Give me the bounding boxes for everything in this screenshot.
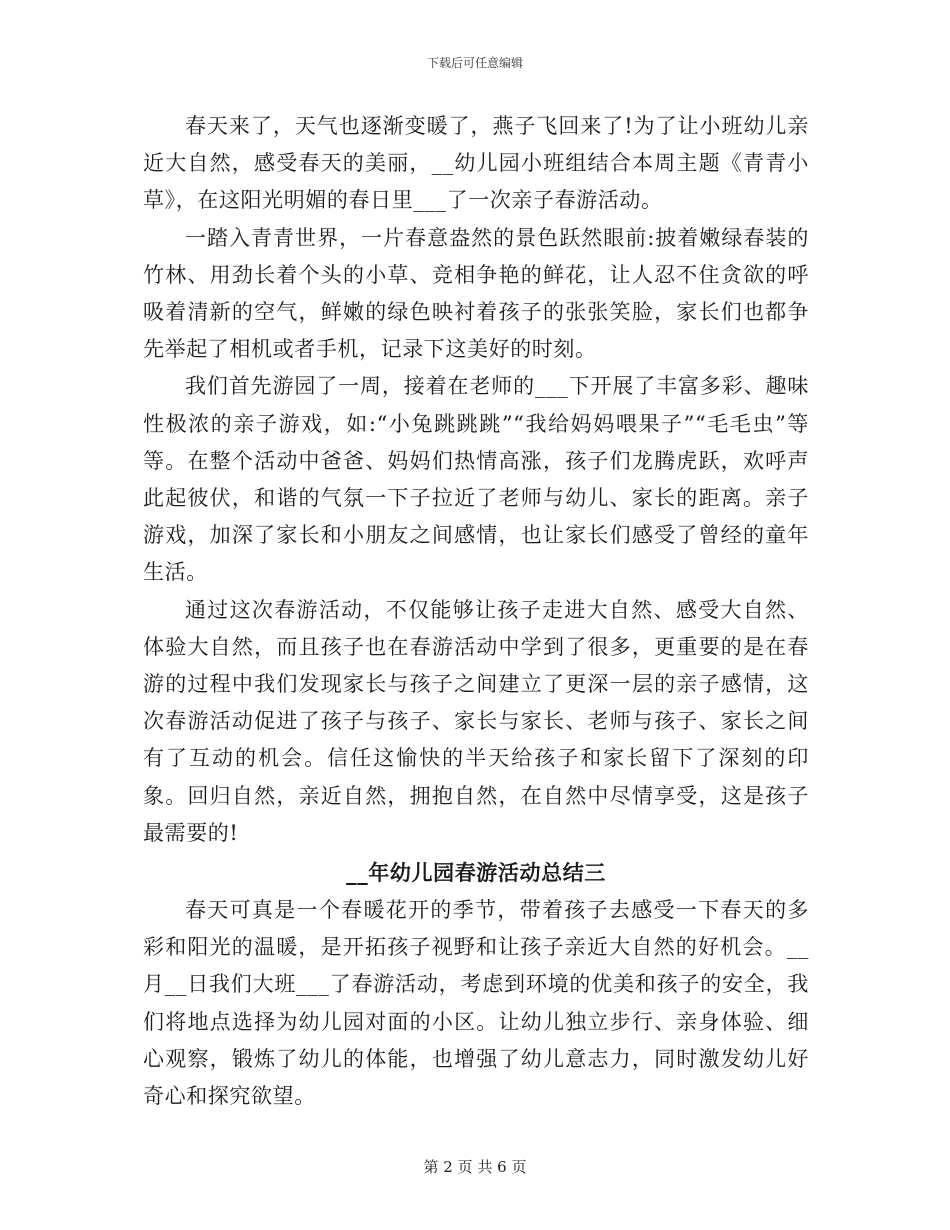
paragraph-1: 春天来了，天气也逐渐变暖了，燕子飞回来了!为了让小班幼儿亲近大自然，感受春天的美丽，__幼儿园小班组结合本周主题《青青小草》，在这阳光明媚的春日里___了一次亲子春游活动。 [143, 114, 809, 213]
document-body [143, 108, 809, 1115]
section-paragraph: 春天可真是一个春暖花开的季节，带着孩子去感受一下春天的多彩和阳光的温暖，是开拓孩子视野和让孩子亲近大自然的好机会。__月__日我们大班___了春游活动，考虑到环境的优美和孩子的安全，我们将地点选择为幼儿园对面的小区。让幼儿独立步行、亲身体验、细心观察，锻炼了幼儿的体能，也增强了幼儿意志力，同时激发幼儿好奇心和探究欲望。 [143, 898, 809, 1109]
paragraph-3: 我们首先游园了一周，接着在老师的___下开展了丰富多彩、趣味性极浓的亲子游戏，如:“小兔跳跳跳”“我给妈妈喂果子”“毛毛虫”等等。在整个活动中爸爸、妈妈们热情高涨，孩子们龙腾虎跃，欢呼声此起彼伏，和谐的气氛一下子拉近了老师与幼儿、家长的距离。亲子游戏，加深了家长和小朋友之间感情，也让家长们感受了曾经的童年生活。 [143, 374, 809, 585]
page-number-footer: 第 2 页 共 6 页 [423, 1158, 527, 1176]
paragraph-2: 一踏入青青世界，一片春意盎然的景色跃然眼前:披着嫩绿春装的竹林、用劲长着个头的小草、竞相争艳的鲜花，让人忍不住贪欲的呼吸着清新的空气，鲜嫩的绿色映衬着孩子的张张笑脸，家长们也都争先举起了相机或者手机，记录下这美好的时刻。 [143, 225, 809, 362]
header-note: 下载后可任意编辑 [426, 56, 523, 70]
section-title: __年幼儿园春游活动总结三 [346, 860, 606, 886]
paragraph-4: 通过这次春游活动，不仅能够让孩子走进大自然、感受大自然、体验大自然，而且孩子也在春游活动中学到了很多，更重要的是在春游的过程中我们发现家长与孩子之间建立了更深一层的亲子感情，这次春游活动促进了孩子与孩子、家长与家长、老师与孩子、家长之间有了互动的机会。信任这愉快的半天给孩子和家长留下了深刻的印象。回归自然，亲近自然，拥抱自然，在自然中尽情享受，这是孩子最需要的! [143, 597, 809, 845]
